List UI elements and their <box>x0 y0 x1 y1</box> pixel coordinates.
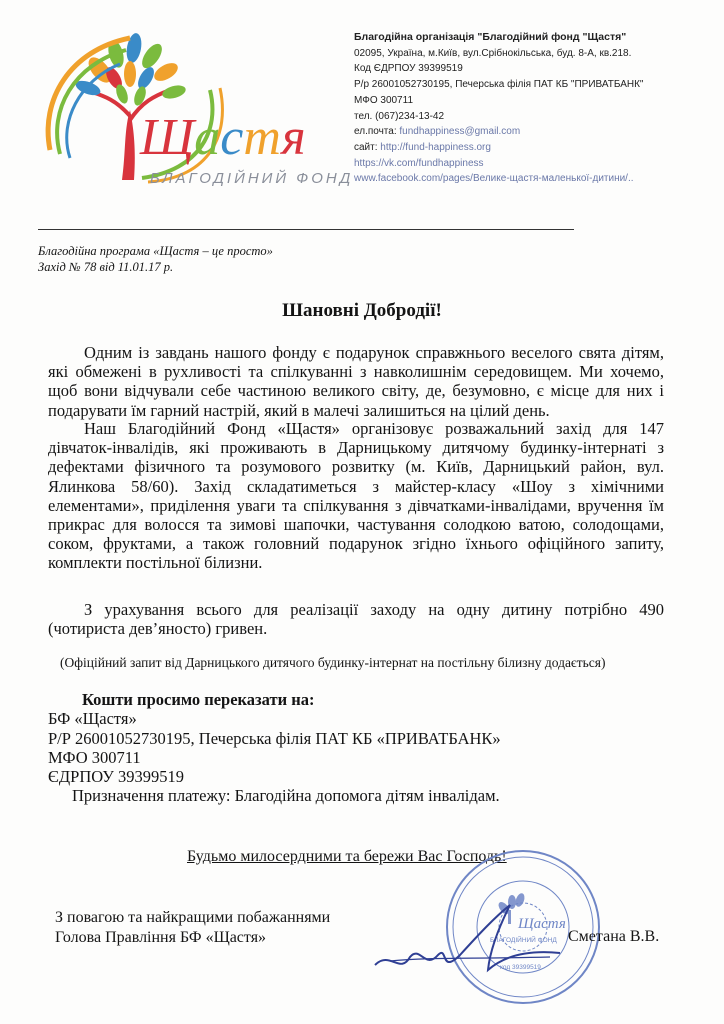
email-label: ел.почта: <box>354 126 400 138</box>
program-reference <box>38 243 273 275</box>
closing-block <box>55 908 330 948</box>
program-name: Благодійна програма «Щастя – це просто» <box>38 244 273 258</box>
signer-position: Голова Правління БФ «Щастя» <box>55 929 267 946</box>
bank-edrpou: ЄДРПОУ 39399519 <box>48 767 185 787</box>
stamp-code: код 39399519 <box>500 964 541 971</box>
org-name: Благодійна організація "Благодійний фонд "Щастя" <box>354 31 627 43</box>
org-mfo: МФО 300711 <box>354 94 414 106</box>
org-account: Р/р 26001052730195, Печерська філія ПАТ КБ "ПРИВАТБАНК" <box>354 79 644 91</box>
site-link[interactable]: http://fund-happiness.org <box>380 141 491 153</box>
bank-mfo: МФО 300711 <box>48 747 141 767</box>
paragraph-2: Наш Благодійний Фонд «Щастя» організовує розважальний захід для 147 дівчаток-інвалідів, які проживають в Дарницькому дитячому будинку-інтернаті з дефектами фізичного та розумового розвитку (м. Київ, Дарницький район, вул. Ялинкова 58/60). Захід складатиметься з майстер-класу «Шоу з хімічними елементами», приділення уваги та спілкування з дівчатками-інвалідами, вручення їм прикрас для волосся та зимові шапочки, частування солодкою ватою, солодощами, соком, фруктами, а також головний подарунок згідно їхнього офіційного запиту, комплекти постільної білизни. <box>48 419 664 573</box>
paragraph-1: Одним із завдань нашого фонду є подарунок справжнього веселого свята дітям, які обмежені в рухливості та спілкуванні з навколишнім середовищем. Ми хочемо, щоб вони відчували себе частиною великого світу, де, безумовно, є місце для них і подарувати їм гарний настрій, який в малечі залишиться на цілий день. <box>48 343 664 420</box>
greeting: Шановні Добродії! <box>282 300 442 321</box>
signature <box>370 895 570 985</box>
payment-purpose: Призначення платежу: Благодійна допомога дітям інвалідам. <box>72 786 500 806</box>
org-address: 02095, Україна, м.Київ, вул.Срібнокільська, буд. 8-А, кв.218. <box>354 47 632 59</box>
event-number: Захід № 78 від 11.01.17 р. <box>38 260 174 274</box>
org-phone: тел. (067)234-13-42 <box>354 110 445 122</box>
header-divider <box>38 229 574 230</box>
vk-link[interactable]: https://vk.com/fundhappiness <box>354 157 484 169</box>
org-site-row <box>354 140 694 156</box>
logo-subtitle: БЛАГОДІЙНИЙ ФОНД <box>150 170 354 187</box>
org-edrpou: Код ЄДРПОУ 39399519 <box>354 63 463 75</box>
closing-motto: Будьмо милосердними та бережи Вас Господь! <box>187 848 507 865</box>
email-link[interactable]: fundhappiness@gmail.com <box>399 126 521 138</box>
stamp-subtitle: БЛАГОДІЙНИЙ ФОНД <box>490 937 557 944</box>
stamp-word: Щастя <box>518 916 566 932</box>
logo-wordmark: Щастя <box>140 109 306 166</box>
bank-details <box>48 690 501 806</box>
paragraph-3: З урахування всього для реалізації заходу на одну дитину потрібно 490 (чотириста дев’яносто) гривен. <box>48 600 664 639</box>
bank-account: Р/Р 26001052730195, Печерська філія ПАТ КБ «ПРИВАТБАНК» <box>48 728 501 748</box>
bank-fund: БФ «Щастя» <box>48 709 137 729</box>
signer-name: Сметана В.В. <box>568 928 660 945</box>
org-email-row <box>354 124 694 140</box>
contact-header <box>354 30 694 187</box>
bank-heading: Кошти просимо переказати на: <box>82 690 315 709</box>
site-label: сайт: <box>354 141 381 153</box>
attachment-note: (Офіційний запит від Дарницького дитячого будинку-інтернат на постільну білизну додається) <box>60 655 606 670</box>
facebook-link[interactable]: www.facebook.com/pages/Велике-щастя-маленької-дитини/.. <box>354 173 634 185</box>
closing-regards: З повагою та найкращими побажаннями <box>55 909 331 926</box>
